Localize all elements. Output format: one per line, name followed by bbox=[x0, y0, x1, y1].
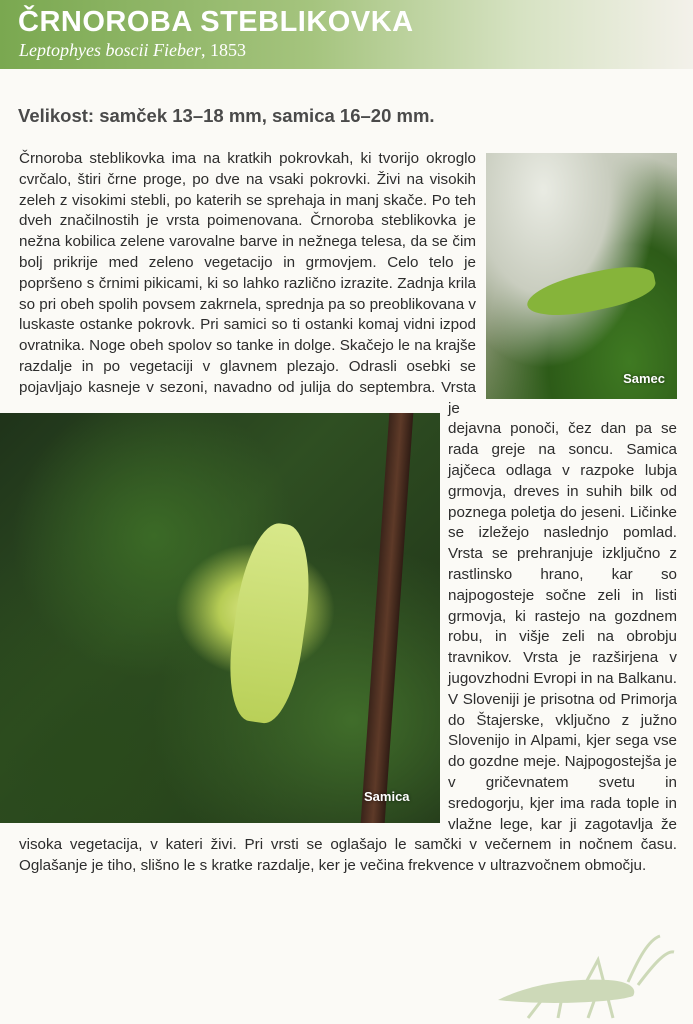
grasshopper-silhouette-icon bbox=[488, 930, 678, 1020]
page-title: ČRNOROBA STEBLIKOVKA bbox=[18, 6, 414, 38]
female-photo-float bbox=[0, 413, 440, 823]
female-photo bbox=[0, 413, 440, 823]
description-text: Črnoroba steblikovka ima na kratkih pokrovkah, ki tvorijo okroglo cvrčalo, štiri črne proge, po dve na vsaki pokrovki. Živi na visokih zeleh z visokimi stebli, po katerih se sprehaja in manj skače. Po teh dveh značilnostih je vrsta poimenovana. Črnoroba steblikovka je nežna kobilica zelene varovalne barve in nežnega telesa, da se čim bolj prikrije med zeleno vegetacijo in grmovjem. Celo telo je popršeno s črnimi pikicami, ki so lahko različno izrazite. Zadnja krila so pri obeh spolih povsem zakrnela, sprednja pa so preoblikovana v luskaste ostanke pokrovk. Pri samici so ti ostanki komaj vidni izpod ovratnika. Noge obeh spolov so tanke in dolge. Skačejo le na krajše razdalje in po vegetaciji v glavnem plezajo. Odrasli osebki se pojavljajo kasneje v sezoni, navadno od julija do septembra. Vrsta je dejavna ponoči, čez dan pa se rada greje na soncu. Samica jajčeca odlaga v razpoke lubja grmovja, dreves in suhih bilk od poznega poletja do jeseni. Ličinke se izležejo naslednjo pomlad. Vrsta se prehranjuje izključno z rastlinsko hrano, kar so najpogosteje sočne zeli in listi grmovja, ki rastejo na gozdnem robu, in višje zeli na obrobju travnikov. Vrsta je razširjena v jugovzhodni Evropi in na Balkanu. V Sloveniji je prisotna od Primorja do Štajerske, vključno z južno Slovenijo in Alpami, kjer sega vse do gozdne meje. Najpogostejša je v gričevnatem svetu in sredogorju, kjer ima rada tople in vlažne lege, kar ji zagotavlja že visoka vegetacija, v kateri živi. Pri vrsti se oglašajo le samčki v večernem in nočnem času. Oglašanje je tiho, slišno le s kratke razdalje, ker je večina frekvence v ultrazvočnem območju. bbox=[19, 150, 677, 875]
plant-stem bbox=[361, 413, 414, 823]
female-insect-shape bbox=[221, 519, 318, 727]
female-photo-caption: Samica bbox=[364, 789, 410, 805]
header-banner bbox=[0, 0, 693, 69]
article-body bbox=[19, 149, 677, 889]
male-insect-shape bbox=[523, 260, 658, 324]
scientific-year: , 1853 bbox=[200, 40, 246, 60]
size-heading: Velikost: samček 13–18 mm, samica 16–20 mm. bbox=[18, 105, 435, 126]
male-photo-caption: Samec bbox=[623, 371, 665, 387]
scientific-name-italic: Leptophyes boscii Fieber bbox=[19, 40, 201, 60]
male-photo bbox=[486, 153, 677, 399]
scientific-name bbox=[19, 40, 246, 61]
